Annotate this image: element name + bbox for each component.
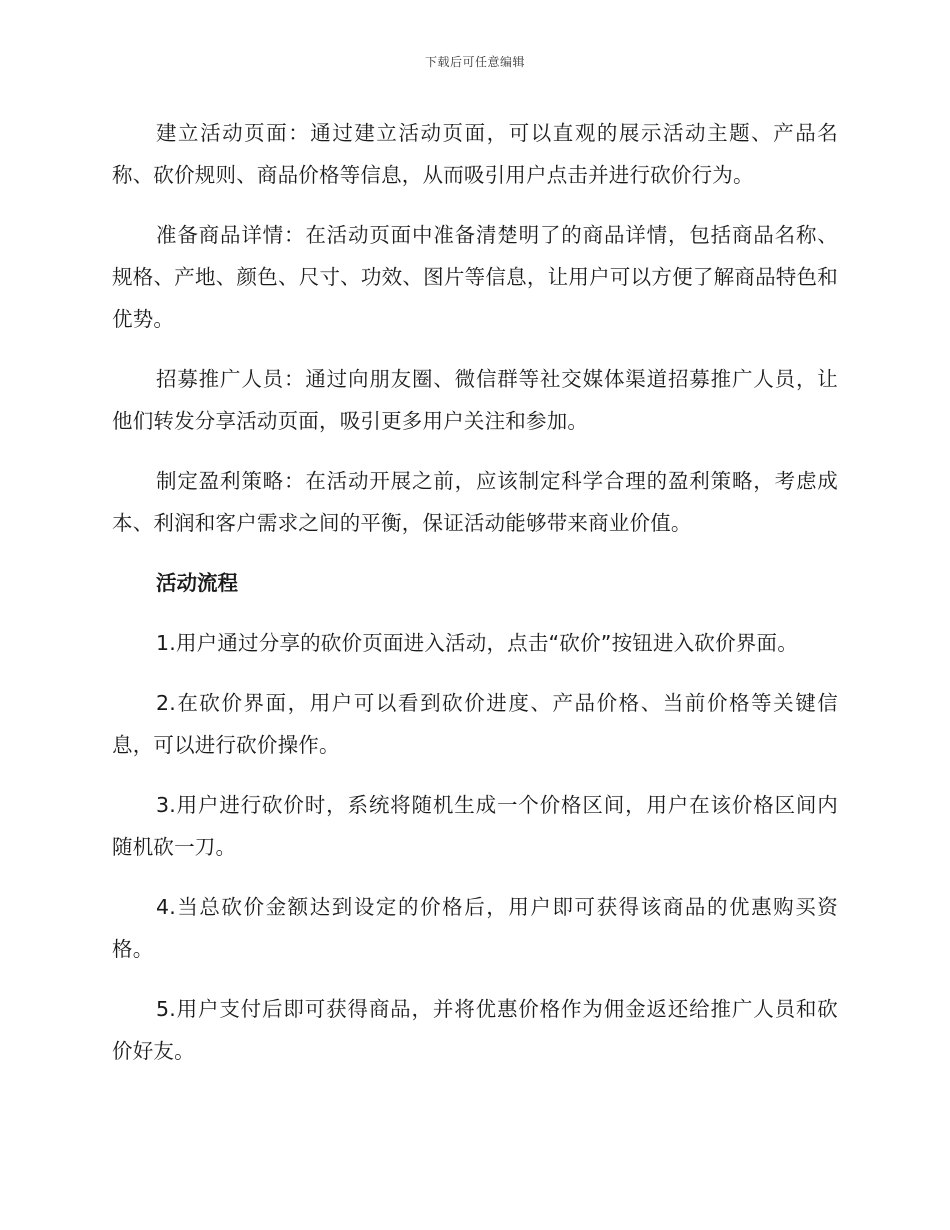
paragraph-activity-page: 建立活动页面：通过建立活动页面，可以直观的展示活动主题、产品名称、砍价规则、商品价格等信息，从而吸引用户点击并进行砍价行为。 [112,121,838,187]
document-body [112,112,838,1090]
step-item: 1.用户通过分享的砍价页面进入活动，点击“砍价”按钮进入砍价界面。 [156,631,798,655]
paragraph-recruit-promoters: 招募推广人员：通过向朋友圈、微信群等社交媒体渠道招募推广人员，让他们转发分享活动页面，吸引更多用户关注和参加。 [112,367,838,433]
step-item: 2.在砍价界面，用户可以看到砍价进度、产品价格、当前价格等关键信息，可以进行砍价操作。 [112,691,838,757]
step-item: 5.用户支付后即可获得商品，并将优惠价格作为佣金返还给推广人员和砍价好友。 [112,997,838,1063]
section-heading: 活动流程 [156,571,238,595]
step-item: 3.用户进行砍价时，系统将随机生成一个价格区间，用户在该价格区间内随机砍一刀。 [112,793,838,859]
paragraph-profit-strategy: 制定盈利策略：在活动开展之前，应该制定科学合理的盈利策略，考虑成本、利润和客户需求之间的平衡，保证活动能够带来商业价值。 [112,469,838,535]
paragraph-product-details: 准备商品详情：在活动页面中准备清楚明了的商品详情，包括商品名称、规格、产地、颜色、尺寸、功效、图片等信息，让用户可以方便了解商品特色和优势。 [112,223,838,331]
step-item: 4.当总砍价金额达到设定的价格后，用户即可获得该商品的优惠购买资格。 [112,895,838,961]
page-header: 下载后可任意编辑 [424,55,525,69]
